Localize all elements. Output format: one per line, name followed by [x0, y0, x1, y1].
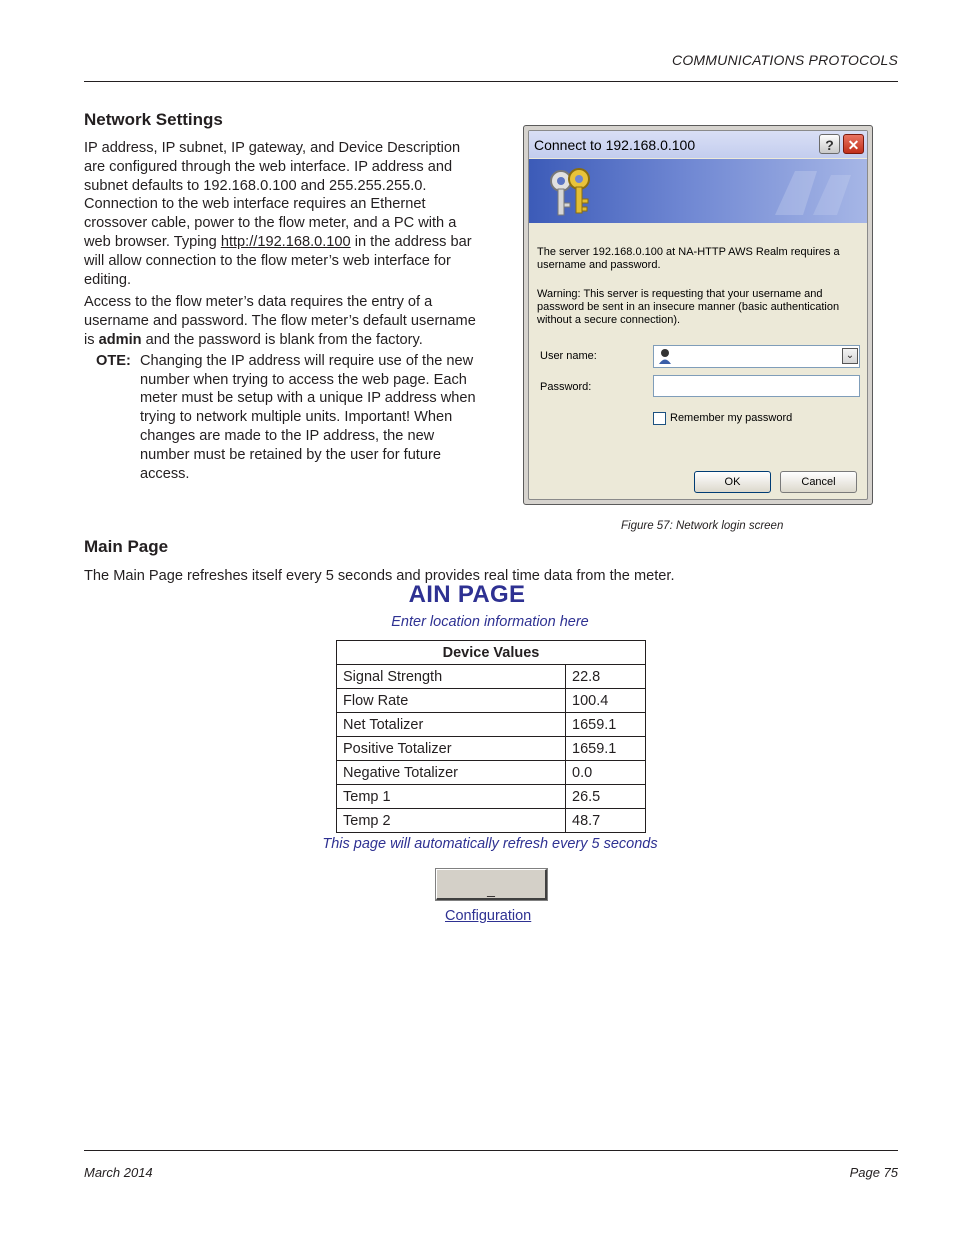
- close-button[interactable]: ✕: [843, 134, 864, 154]
- table-row: [337, 809, 646, 833]
- dialog-warning: Warning: This server is requesting that your username and password be sent in an insecure manner (basic authentication without a secure connection).: [537, 288, 840, 326]
- network-settings-paragraph-2: Access to the flow meter’s data requires the entry of a username and password. The flow meter’s default username is admin and the password is blank from the factory.: [84, 294, 476, 348]
- header-rule: [84, 81, 898, 82]
- help-button[interactable]: ?: [819, 134, 840, 154]
- username-combobox[interactable]: [653, 345, 860, 368]
- main-page-heading: Main Page: [84, 537, 169, 556]
- auto-refresh-note: This page will automatically refresh every 5 seconds: [322, 836, 658, 852]
- row-value: 48.7: [566, 809, 646, 833]
- row-label: Net Totalizer: [337, 713, 566, 737]
- row-value: 0.0: [566, 761, 646, 785]
- remember-password-label: Remember my password: [670, 412, 793, 424]
- device-values-table: [336, 640, 646, 833]
- chevron-down-icon[interactable]: ⌄: [842, 348, 858, 364]
- footer-date: March 2014: [84, 1165, 153, 1180]
- footer-rule: [84, 1150, 898, 1151]
- password-label: Password:: [540, 381, 592, 393]
- main-page-button[interactable]: _: [436, 869, 547, 900]
- configuration-link[interactable]: Configuration: [445, 908, 532, 924]
- footer-page-number: Page 75: [849, 1165, 898, 1180]
- main-page-description: The Main Page refreshes itself every 5 seconds and provides real time data from the meter.: [84, 568, 675, 584]
- table-row: [337, 785, 646, 809]
- row-value: 1659.1: [566, 713, 646, 737]
- login-dialog-body: [528, 130, 868, 500]
- keys-icon: [543, 165, 603, 221]
- row-label: Temp 2: [337, 809, 566, 833]
- network-settings-body: [84, 139, 484, 483]
- row-label: Temp 1: [337, 785, 566, 809]
- row-label: Signal Strength: [337, 665, 566, 689]
- running-header: COMMUNICATIONS PROTOCOLS: [672, 52, 898, 68]
- row-value: 22.8: [566, 665, 646, 689]
- location-subtitle: Enter location information here: [391, 614, 589, 630]
- default-username: admin: [98, 331, 142, 348]
- note-block: [84, 352, 484, 484]
- table-row: [337, 689, 646, 713]
- table-header: Device Values: [337, 641, 646, 665]
- row-label: Positive Totalizer: [337, 737, 566, 761]
- row-label: Flow Rate: [337, 689, 566, 713]
- user-icon: [658, 348, 672, 364]
- ip-address-link[interactable]: http://192.168.0.100: [220, 233, 351, 250]
- password-field[interactable]: [653, 375, 860, 397]
- ok-button[interactable]: OK: [694, 471, 771, 493]
- table-header-row: [337, 641, 646, 665]
- note-label: OTE:: [96, 352, 131, 369]
- login-dialog-title: Connect to 192.168.0.100: [529, 131, 867, 158]
- username-label: User name:: [540, 350, 597, 362]
- cancel-button[interactable]: Cancel: [780, 471, 857, 493]
- remember-password-checkbox[interactable]: [653, 412, 666, 425]
- row-value: 100.4: [566, 689, 646, 713]
- login-dialog: [523, 125, 873, 505]
- row-value: 1659.1: [566, 737, 646, 761]
- table-row: [337, 665, 646, 689]
- main-page-panel-title: AIN PAGE: [408, 581, 526, 608]
- figure-caption: Figure 57: Network login screen: [621, 520, 784, 532]
- network-settings-heading: Network Settings: [84, 110, 223, 129]
- row-label: Negative Totalizer: [337, 761, 566, 785]
- banner-watermark-icon: [765, 165, 855, 221]
- table-row: [337, 761, 646, 785]
- network-settings-paragraph-1: IP address, IP subnet, IP gateway, and Device Description are configured through the web interface. IP address and subnet defaults to 192.168.0.100 and 255.255.255.0. Connection to the web interface requires an Ethernet crossover cable, power to the flow meter, and a PC with a web browser. Typing http://192.168.0.100 in the address bar will allow connection to the flow meter’s web interface for editing.: [84, 140, 472, 288]
- note-text: Changing the IP address will require use of the new number when trying to access the web page. Each meter must be setup with a unique IP address when trying to network multiple units. Important! When changes are made to the IP address, the new number must be retained by the user for future access.: [140, 352, 476, 482]
- table-row: [337, 737, 646, 761]
- dialog-message: The server 192.168.0.100 at NA-HTTP AWS Realm requires a username and password.: [537, 246, 840, 271]
- dialog-banner: [529, 159, 867, 223]
- row-value: 26.5: [566, 785, 646, 809]
- table-row: [337, 713, 646, 737]
